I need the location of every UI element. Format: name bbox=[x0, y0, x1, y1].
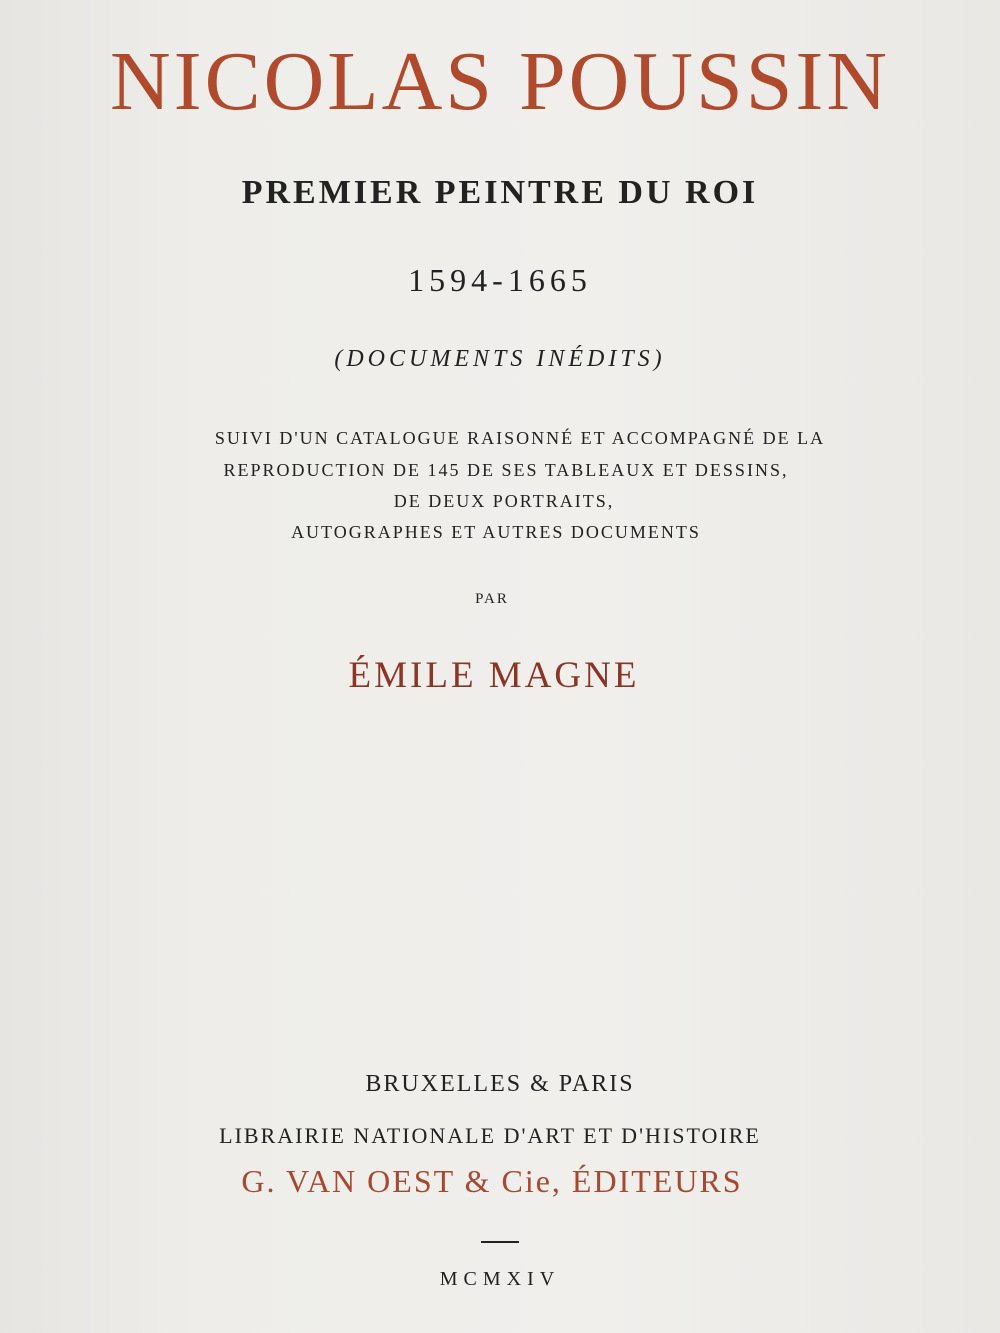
author-name: ÉMILE MAGNE bbox=[348, 655, 640, 696]
publication-cities: BRUXELLES & PARIS bbox=[365, 1071, 635, 1097]
library-name: LIBRAIRIE NATIONALE D'ART ET D'HISTOIRE bbox=[219, 1123, 761, 1148]
book-title: NICOLAS POUSSIN bbox=[109, 35, 891, 128]
publication-year: MCMXIV bbox=[439, 1268, 561, 1290]
description-line-3: DE DEUX PORTRAITS, bbox=[393, 491, 615, 511]
by-label: PAR bbox=[475, 591, 509, 607]
documents-note: (DOCUMENTS INÉDITS) bbox=[334, 346, 666, 372]
publisher-name: G. VAN OEST & Cie, ÉDITEURS bbox=[241, 1163, 743, 1199]
description-line-1: SUIVI D'UN CATALOGUE RAISONNÉ ET ACCOMPAGNÉ DE LA bbox=[214, 428, 826, 448]
book-subtitle: PREMIER PEINTRE DU ROI bbox=[241, 174, 759, 211]
divider-rule bbox=[481, 1241, 519, 1243]
description-line-4: AUTOGRAPHES ET AUTRES DOCUMENTS bbox=[291, 522, 701, 542]
description-line-2: REPRODUCTION DE 145 DE SES TABLEAUX ET DESSINS, bbox=[223, 460, 789, 480]
life-dates: 1594-1665 bbox=[408, 262, 592, 298]
